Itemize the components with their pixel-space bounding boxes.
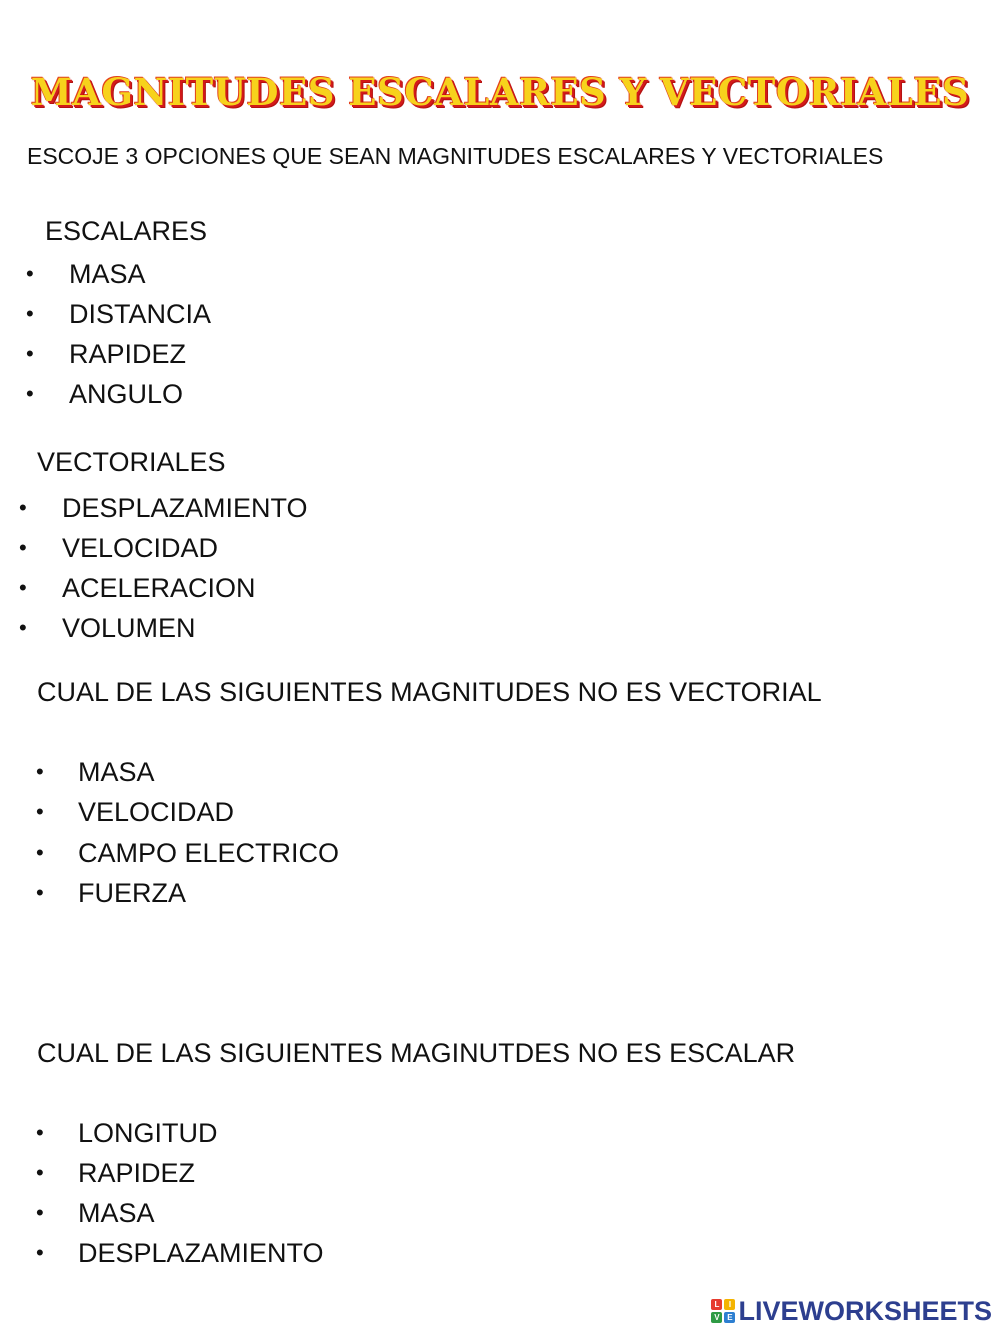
question-1-option-masa[interactable]: MASA: [78, 757, 155, 787]
question-2-option-longitud[interactable]: LONGITUD: [78, 1118, 218, 1148]
bullet-icon: •: [19, 575, 27, 600]
liveworksheets-logo-icon: L I V E: [711, 1299, 735, 1323]
bullet-icon: •: [36, 880, 44, 905]
question-1-option-velocidad[interactable]: VELOCIDAD: [78, 797, 235, 827]
worksheet-title: MAGNITUDES ESCALARES Y VECTORIALES: [30, 70, 970, 114]
bullet-icon: •: [19, 495, 27, 520]
vectoriales-option-velocidad[interactable]: VELOCIDAD: [62, 533, 219, 563]
bullet-icon: •: [36, 1160, 44, 1185]
section-heading-escalares: ESCALARES: [45, 216, 208, 246]
bullet-icon: •: [36, 1120, 44, 1145]
bullet-icon: •: [26, 301, 34, 326]
liveworksheets-logo[interactable]: [711, 1296, 992, 1326]
vectoriales-option-aceleracion[interactable]: ACELERACION: [62, 573, 256, 603]
bullet-icon: •: [26, 341, 34, 366]
escalares-option-distancia[interactable]: DISTANCIA: [69, 299, 212, 329]
question-2-option-desplazamiento[interactable]: DESPLAZAMIENTO: [78, 1238, 324, 1268]
question-2-option-masa[interactable]: MASA: [78, 1198, 155, 1228]
bullet-icon: •: [19, 535, 27, 560]
question-1-option-fuerza[interactable]: FUERZA: [78, 878, 186, 908]
escalares-option-angulo[interactable]: ANGULO: [69, 379, 184, 409]
bullet-icon: •: [36, 1240, 44, 1265]
escalares-option-rapidez[interactable]: RAPIDEZ: [69, 339, 187, 369]
question-1-text: CUAL DE LAS SIGUIENTES MAGNITUDES NO ES VECTORIAL: [37, 677, 822, 707]
bullet-icon: •: [36, 1200, 44, 1225]
bullet-icon: •: [36, 759, 44, 784]
question-1-option-campo-electrico[interactable]: CAMPO ELECTRICO: [78, 838, 340, 868]
bullet-icon: •: [19, 615, 27, 640]
vectoriales-option-volumen[interactable]: VOLUMEN: [62, 613, 196, 643]
section-heading-vectoriales: VECTORIALES: [37, 447, 226, 477]
liveworksheets-logo-text: LIVEWORKSHEETS: [738, 1295, 992, 1326]
bullet-icon: •: [26, 381, 34, 406]
instruction-text: ESCOJE 3 OPCIONES QUE SEAN MAGNITUDES ESCALARES Y VECTORIALES: [27, 143, 884, 169]
bullet-icon: •: [26, 261, 34, 286]
escalares-option-masa[interactable]: MASA: [69, 259, 146, 289]
bullet-icon: •: [36, 799, 44, 824]
question-2-option-rapidez[interactable]: RAPIDEZ: [78, 1158, 196, 1188]
vectoriales-option-desplazamiento[interactable]: DESPLAZAMIENTO: [62, 493, 308, 523]
bullet-icon: •: [36, 840, 44, 865]
question-2-text: CUAL DE LAS SIGUIENTES MAGINUTDES NO ES ESCALAR: [37, 1038, 796, 1068]
